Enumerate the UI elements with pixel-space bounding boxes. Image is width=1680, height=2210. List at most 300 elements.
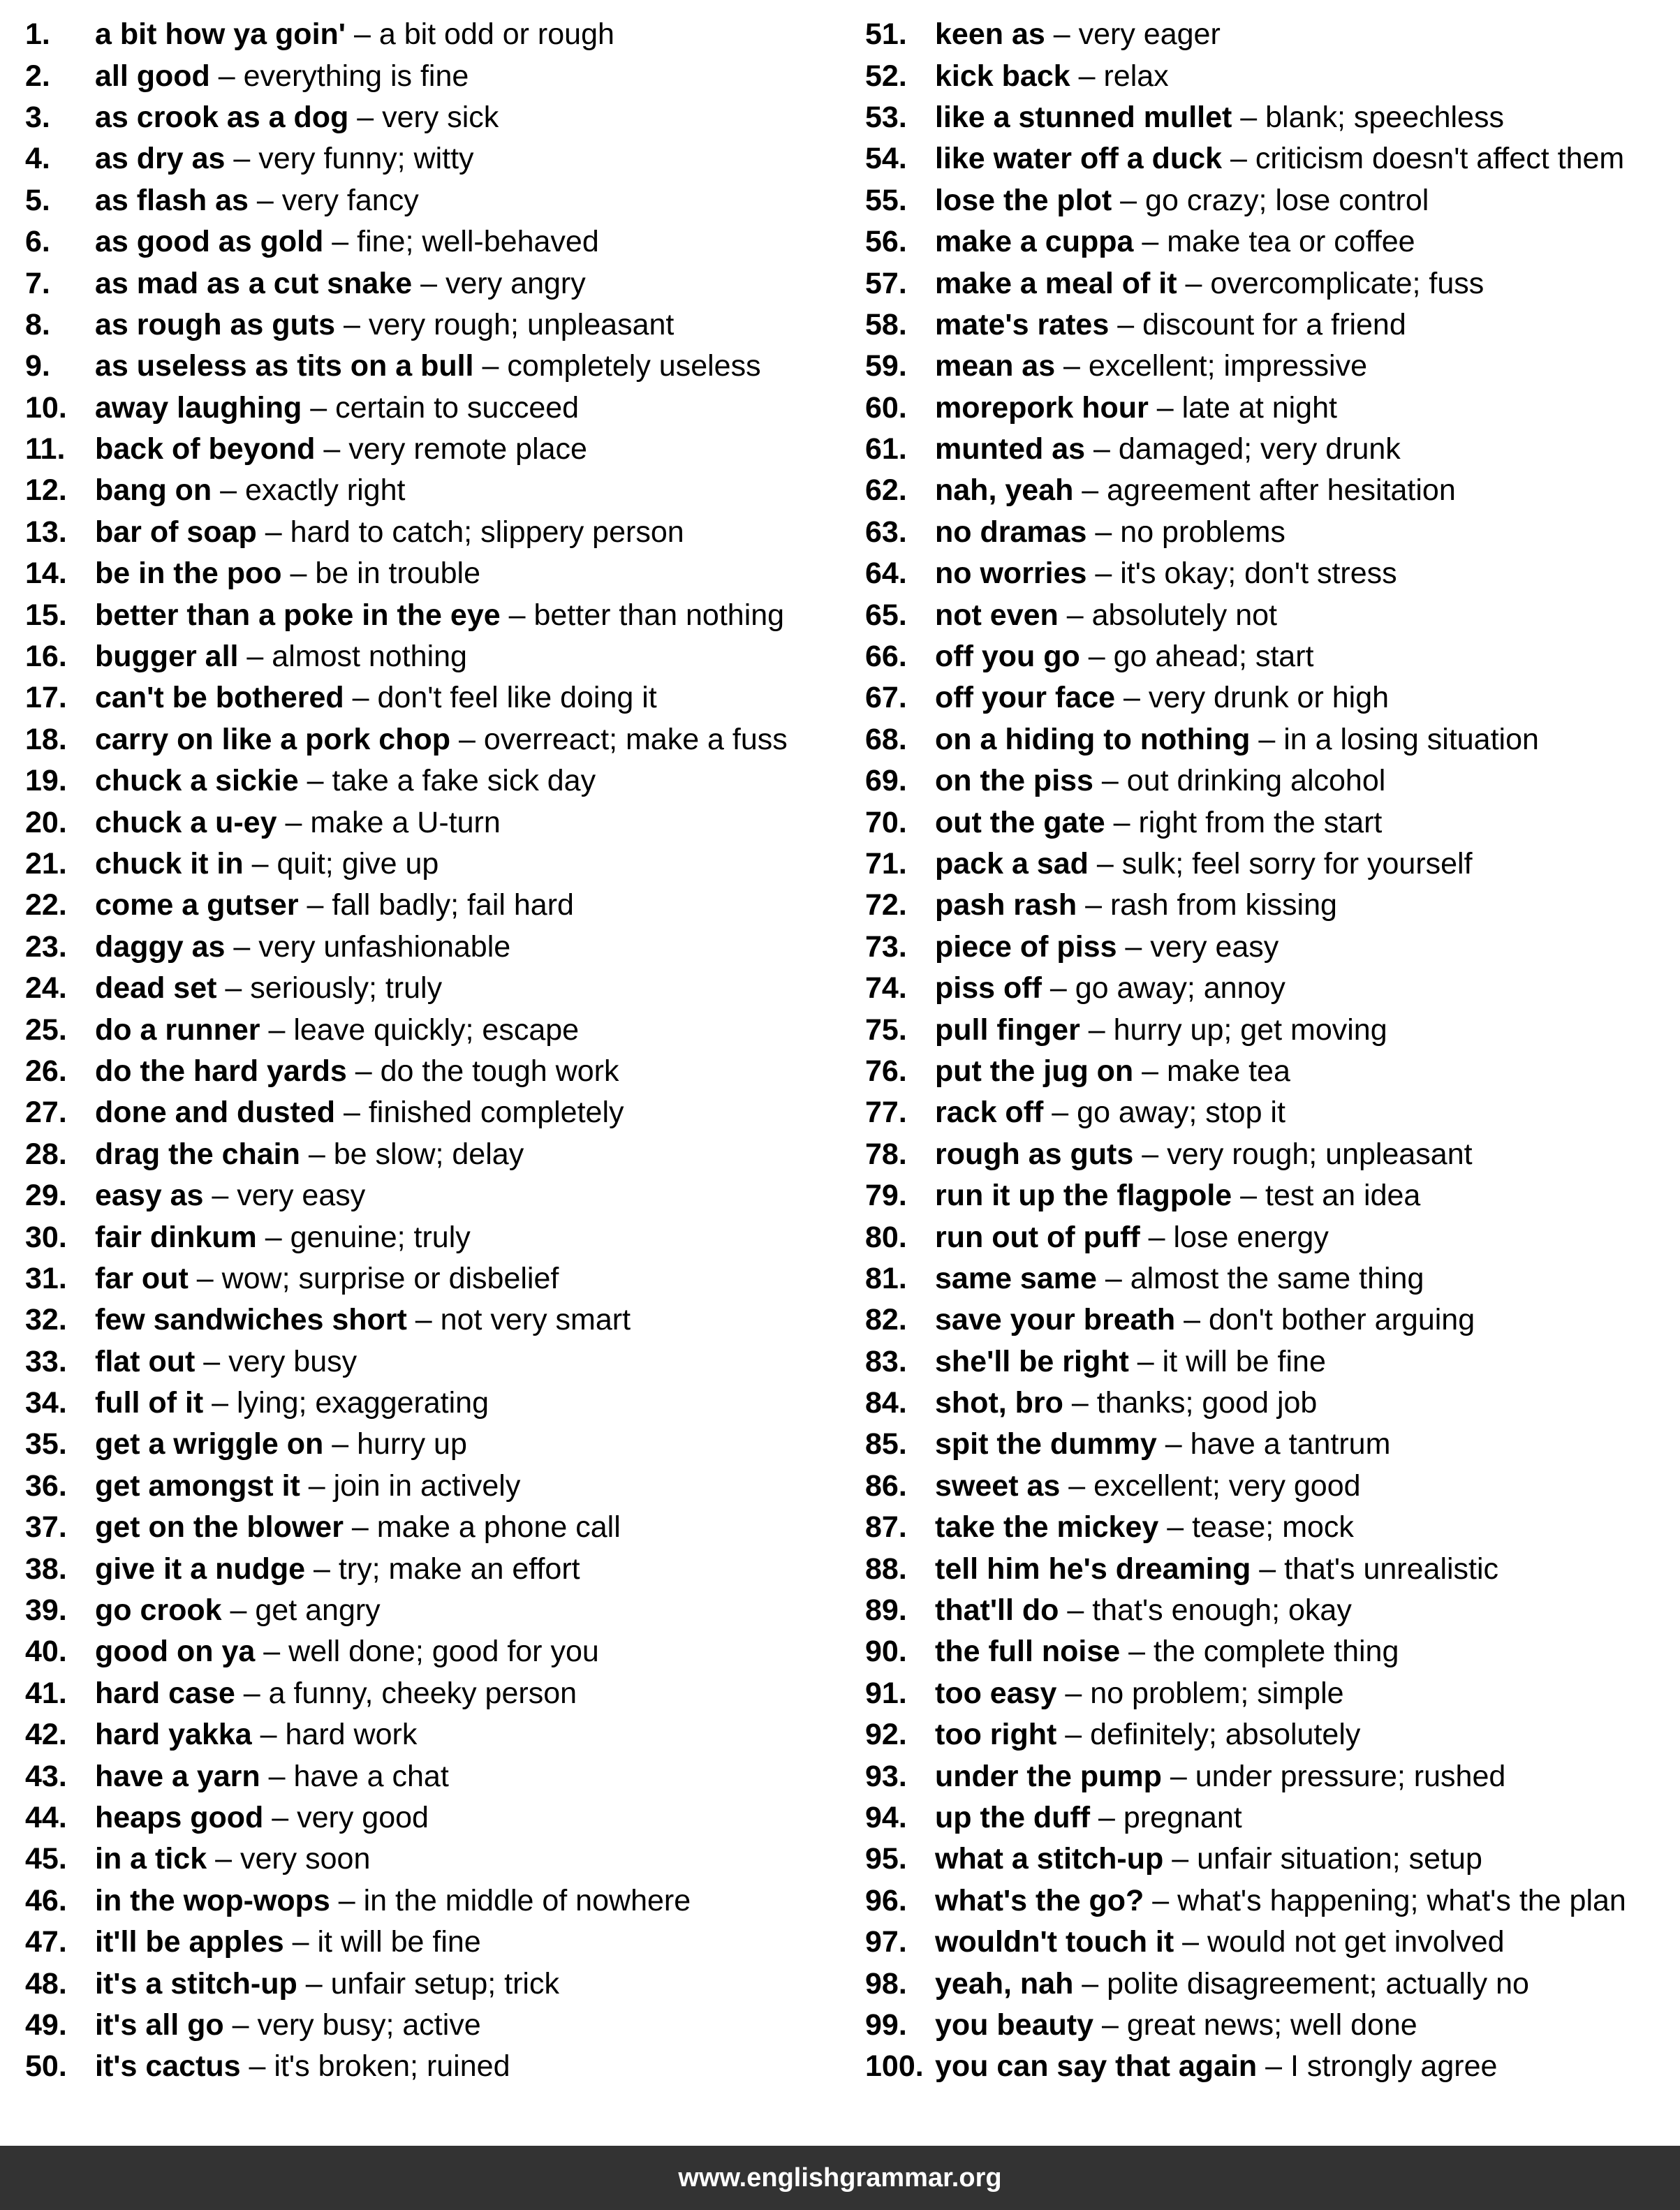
item-separator: –: [203, 1386, 237, 1420]
item-text: [95, 557, 480, 591]
item-term: kick back: [935, 59, 1070, 93]
item-text: [95, 1469, 520, 1503]
list-item: [865, 97, 1680, 138]
item-definition: exactly right: [245, 473, 406, 508]
item-term: come a gutser: [95, 888, 299, 922]
item-number: 99.: [865, 2008, 907, 2042]
item-term: too right: [935, 1718, 1057, 1752]
item-term: get amongst it: [95, 1468, 300, 1503]
item-definition: damaged; very drunk: [1118, 432, 1401, 466]
item-term: shot, bro: [935, 1386, 1063, 1420]
item-number: 81.: [865, 1261, 907, 1295]
list-item: [865, 636, 1680, 677]
item-separator: –: [323, 1427, 358, 1461]
item-term: can't be bothered: [95, 681, 344, 715]
list-item: [865, 1383, 1680, 1424]
item-definition: do the tough work: [380, 1054, 619, 1088]
item-separator: –: [450, 722, 484, 756]
item-separator: –: [1128, 1344, 1163, 1378]
item-term: in the wop-wops: [95, 1883, 330, 1917]
item-number: 58.: [865, 307, 907, 341]
item-separator: –: [323, 225, 358, 259]
item-number: 14.: [25, 557, 67, 591]
item-definition: go ahead; start: [1113, 640, 1314, 674]
item-definition: overreact; make a fuss: [483, 722, 788, 756]
item-separator: –: [1232, 1179, 1266, 1213]
item-definition: leave quickly; escape: [293, 1012, 580, 1047]
item-definition: a funny, cheeky person: [268, 1676, 577, 1710]
item-definition: that's enough; okay: [1092, 1593, 1352, 1628]
item-text: [935, 17, 1221, 52]
item-text: [95, 1552, 580, 1586]
item-term: run out of puff: [935, 1220, 1140, 1254]
item-definition: don't feel like doing it: [377, 681, 657, 715]
item-number: 43.: [25, 1759, 67, 1793]
item-term: spit the dummy: [935, 1427, 1157, 1461]
item-term: as dry as: [95, 142, 226, 176]
list-item: [25, 1424, 840, 1465]
item-number: 48.: [25, 1966, 67, 2001]
item-separator: –: [302, 390, 336, 425]
item-separator: –: [1133, 1054, 1167, 1088]
item-text: [95, 142, 474, 176]
list-item: [865, 1051, 1680, 1092]
item-term: heaps good: [95, 1800, 264, 1834]
item-term: nah, yeah: [935, 473, 1074, 508]
item-term: far out: [95, 1261, 189, 1295]
list-item: [25, 844, 840, 885]
item-separator: –: [330, 1883, 364, 1917]
item-text: [935, 1718, 1360, 1752]
list-item: [865, 1424, 1680, 1465]
item-term: all good: [95, 59, 210, 93]
list-item: [25, 1216, 840, 1258]
item-separator: –: [305, 1552, 339, 1586]
item-number: 5.: [25, 183, 50, 217]
list-item: [865, 844, 1680, 885]
list-item: [865, 1880, 1680, 1922]
footer-bar: [0, 2146, 1680, 2210]
item-separator: –: [1148, 390, 1182, 425]
item-separator: –: [300, 1468, 334, 1503]
item-text: [935, 1386, 1317, 1420]
item-text: [935, 847, 1473, 881]
item-term: up the duff: [935, 1800, 1091, 1834]
item-text: [95, 308, 674, 342]
item-number: 46.: [25, 1883, 67, 1917]
list-item: [865, 14, 1680, 55]
list-item: [25, 594, 840, 635]
item-definition: fall badly; fail hard: [332, 888, 574, 922]
item-term: done and dusted: [95, 1096, 335, 1130]
list-item: [25, 1299, 840, 1341]
item-definition: certain to succeed: [335, 390, 580, 425]
item-term: rough as guts: [935, 1137, 1134, 1171]
item-definition: late at night: [1181, 390, 1337, 425]
item-text: [935, 1635, 1399, 1669]
list-item: [25, 1922, 840, 1963]
item-number: 72.: [865, 888, 907, 922]
item-separator: –: [406, 1303, 441, 1337]
item-number: 11.: [25, 432, 66, 466]
item-term: full of it: [95, 1386, 204, 1420]
item-term: off you go: [935, 640, 1080, 674]
item-definition: join in actively: [333, 1468, 521, 1503]
item-definition: tease; mock: [1192, 1510, 1354, 1545]
item-definition: would not get involved: [1207, 1925, 1505, 1959]
item-definition: under pressure; rushed: [1195, 1759, 1506, 1793]
item-separator: –: [207, 1842, 240, 1876]
item-separator: –: [283, 1925, 318, 1959]
item-number: 31.: [25, 1261, 67, 1295]
item-separator: –: [1085, 432, 1119, 466]
item-definition: very busy: [228, 1344, 358, 1378]
item-number: 13.: [25, 515, 67, 549]
item-text: [935, 1677, 1344, 1711]
list-item: [25, 1341, 840, 1383]
list-item: [865, 1466, 1680, 1507]
item-definition: agreement after hesitation: [1107, 473, 1456, 508]
item-separator: –: [221, 1593, 256, 1628]
item-definition: well done; good for you: [288, 1635, 599, 1669]
list-item: [25, 263, 840, 304]
item-separator: –: [1055, 349, 1089, 383]
item-definition: make a phone call: [376, 1510, 621, 1545]
item-separator: –: [235, 1676, 269, 1710]
item-term: too easy: [935, 1676, 1057, 1710]
item-text: [95, 225, 599, 259]
item-number: 10.: [25, 390, 67, 425]
item-number: 35.: [25, 1427, 67, 1461]
list-item: [25, 138, 840, 179]
item-separator: –: [1086, 515, 1121, 549]
list-item: [25, 1175, 840, 1216]
item-number: 37.: [25, 1510, 67, 1545]
item-number: 97.: [865, 1925, 907, 1959]
item-definition: unfair setup; trick: [330, 1966, 559, 2001]
item-separator: –: [277, 805, 311, 839]
list-item: [865, 1963, 1680, 2004]
item-separator: –: [223, 2008, 258, 2042]
item-term: run it up the flagpole: [935, 1179, 1232, 1213]
item-separator: –: [1158, 1510, 1193, 1545]
item-text: [95, 1262, 559, 1296]
item-text: [935, 184, 1429, 218]
item-number: 84.: [865, 1386, 907, 1420]
item-term: be in the poo: [95, 557, 282, 591]
item-number: 34.: [25, 1386, 67, 1420]
item-number: 19.: [25, 764, 67, 798]
item-definition: very drunk or high: [1148, 681, 1390, 715]
item-term: put the jug on: [935, 1054, 1134, 1088]
list-item: [25, 55, 840, 96]
item-term: you can say that again: [935, 2049, 1258, 2084]
item-term: you beauty: [935, 2008, 1093, 2042]
item-number: 41.: [25, 1676, 67, 1710]
item-number: 83.: [865, 1344, 907, 1378]
item-number: 20.: [25, 805, 67, 839]
item-number: 23.: [25, 929, 67, 964]
item-separator: –: [260, 1012, 294, 1047]
item-definition: very funny; witty: [258, 142, 474, 176]
list-item: [865, 1134, 1680, 1175]
item-separator: –: [248, 183, 282, 217]
item-number: 75.: [865, 1012, 907, 1047]
item-separator: –: [335, 1096, 369, 1130]
item-separator: –: [1117, 929, 1151, 964]
item-text: [95, 1967, 559, 2001]
item-term: it'll be apples: [95, 1925, 284, 1959]
item-text: [95, 1718, 417, 1752]
item-number: 21.: [25, 847, 67, 881]
item-separator: –: [473, 349, 508, 383]
list-item: [865, 512, 1680, 553]
item-text: [95, 1386, 489, 1420]
item-definition: it will be fine: [1162, 1344, 1326, 1378]
item-definition: take a fake sick day: [332, 764, 596, 798]
list-item: [25, 1631, 840, 1672]
item-separator: –: [1059, 1593, 1093, 1628]
item-number: 65.: [865, 598, 907, 632]
list-item: [865, 1590, 1680, 1631]
item-term: as mad as a cut snake: [95, 266, 413, 300]
item-definition: in a losing situation: [1283, 722, 1539, 756]
item-separator: –: [225, 929, 259, 964]
list-item: [865, 470, 1680, 511]
item-text: [95, 640, 467, 674]
item-number: 51.: [865, 17, 907, 52]
item-term: better than a poke in the eye: [95, 598, 501, 632]
item-definition: unfair situation; setup: [1197, 1842, 1482, 1876]
item-separator: –: [1063, 1386, 1097, 1420]
item-term: good on ya: [95, 1635, 256, 1669]
list-item: [865, 1797, 1680, 1839]
list-item: [25, 180, 840, 221]
item-number: 47.: [25, 1925, 67, 1959]
item-text: [95, 806, 501, 840]
item-number: 36.: [25, 1468, 67, 1503]
item-number: 73.: [865, 929, 907, 964]
item-number: 69.: [865, 764, 907, 798]
item-text: [95, 1054, 619, 1089]
item-definition: it's broken; ruined: [274, 2049, 510, 2084]
list-item: [25, 1258, 840, 1299]
item-term: away laughing: [95, 390, 302, 425]
item-definition: right from the start: [1138, 805, 1383, 839]
item-number: 44.: [25, 1800, 67, 1834]
item-term: as rough as guts: [95, 307, 336, 341]
item-number: 1.: [25, 17, 50, 52]
item-separator: –: [346, 1054, 381, 1088]
item-number: 94.: [865, 1800, 907, 1834]
list-item: [25, 14, 840, 55]
item-definition: very remote place: [348, 432, 587, 466]
item-definition: absolutely not: [1091, 598, 1277, 632]
item-term: she'll be right: [935, 1344, 1129, 1378]
item-term: chuck a sickie: [95, 764, 299, 798]
item-number: 85.: [865, 1427, 907, 1461]
item-term: chuck a u-ey: [95, 805, 277, 839]
item-number: 30.: [25, 1220, 67, 1254]
item-term: same same: [935, 1261, 1097, 1295]
item-separator: –: [1080, 1012, 1114, 1047]
item-separator: –: [1088, 847, 1122, 881]
item-term: it's a stitch-up: [95, 1966, 297, 2001]
list-item: [865, 388, 1680, 429]
list-item: [25, 968, 840, 1009]
item-number: 7.: [25, 266, 50, 300]
item-text: [935, 1137, 1473, 1172]
item-separator: –: [256, 1220, 290, 1254]
list-item: [25, 1134, 840, 1175]
item-separator: –: [412, 266, 445, 300]
item-term: bang on: [95, 473, 212, 508]
item-term: few sandwiches short: [95, 1303, 407, 1337]
item-number: 32.: [25, 1303, 67, 1337]
item-separator: –: [1133, 1137, 1167, 1171]
list-item: [25, 802, 840, 843]
item-text: [935, 1842, 1482, 1876]
item-term: a bit how ya goin': [95, 17, 346, 52]
item-definition: a bit odd or rough: [378, 17, 614, 52]
item-term: the full noise: [935, 1635, 1121, 1669]
item-number: 59.: [865, 349, 907, 383]
item-text: [935, 1179, 1420, 1213]
item-text: [95, 2008, 481, 2042]
item-definition: hard to catch; slippery person: [290, 515, 684, 549]
item-number: 78.: [865, 1137, 907, 1171]
item-number: 90.: [865, 1635, 907, 1669]
item-definition: fine; well-behaved: [357, 225, 599, 259]
item-text: [935, 349, 1367, 383]
item-text: [935, 515, 1285, 550]
item-text: [95, 847, 439, 881]
item-separator: –: [1073, 1966, 1107, 2001]
item-text: [935, 1552, 1498, 1586]
item-definition: overcomplicate; fuss: [1210, 266, 1484, 300]
list-item: [25, 1507, 840, 1548]
list-item: [865, 1092, 1680, 1133]
item-text: [95, 1842, 370, 1876]
item-separator: –: [1112, 183, 1146, 217]
item-separator: –: [1105, 805, 1139, 839]
item-separator: –: [297, 1966, 331, 2001]
item-text: [95, 2049, 510, 2084]
item-separator: –: [1156, 1427, 1191, 1461]
item-number: 87.: [865, 1510, 907, 1545]
item-term: sweet as: [935, 1468, 1061, 1503]
item-separator: –: [1120, 1635, 1154, 1669]
item-text: [935, 1013, 1387, 1047]
item-term: pull finger: [935, 1012, 1080, 1047]
item-number: 15.: [25, 598, 67, 632]
item-number: 52.: [865, 59, 907, 93]
item-definition: very busy; active: [257, 2008, 481, 2042]
item-separator: –: [256, 515, 290, 549]
item-separator: –: [344, 681, 378, 715]
item-separator: –: [348, 100, 383, 134]
item-definition: not very smart: [440, 1303, 631, 1337]
item-separator: –: [1073, 473, 1107, 508]
item-number: 27.: [25, 1096, 67, 1130]
item-text: [95, 1635, 599, 1669]
item-number: 24.: [25, 971, 67, 1005]
item-term: carry on like a pork chop: [95, 722, 451, 756]
item-text: [935, 806, 1382, 840]
item-separator: –: [1070, 59, 1104, 93]
item-separator: –: [300, 1137, 334, 1171]
item-number: 39.: [25, 1593, 67, 1628]
item-text: [95, 1884, 691, 1918]
item-number: 100.: [865, 2049, 924, 2084]
item-term: pack a sad: [935, 847, 1089, 881]
item-text: [935, 1221, 1329, 1255]
item-separator: –: [209, 59, 244, 93]
item-number: 91.: [865, 1676, 907, 1710]
list-item: [865, 719, 1680, 760]
list-item: [25, 1673, 840, 1714]
item-text: [95, 515, 684, 550]
list-item: [865, 1839, 1680, 1880]
item-text: [935, 391, 1337, 425]
item-separator: –: [1133, 225, 1167, 259]
item-definition: finished completely: [368, 1096, 624, 1130]
item-term: go crook: [95, 1593, 222, 1628]
item-term: hard case: [95, 1676, 235, 1710]
item-definition: great news; well done: [1126, 2008, 1417, 2042]
item-text: [935, 308, 1406, 342]
item-term: as crook as a dog: [95, 100, 349, 134]
item-separator: –: [1058, 598, 1092, 632]
item-definition: make tea or coffee: [1167, 225, 1415, 259]
item-definition: what's happening; what's the plan: [1177, 1883, 1626, 1917]
item-separator: –: [1056, 1718, 1091, 1752]
item-number: 3.: [25, 100, 50, 134]
item-text: [95, 1427, 467, 1461]
item-term: have a yarn: [95, 1759, 260, 1793]
item-definition: polite disagreement; actually no: [1107, 1966, 1529, 2001]
item-text: [935, 971, 1285, 1005]
list-item: [25, 97, 840, 138]
item-separator: –: [243, 847, 277, 881]
list-item: [865, 1175, 1680, 1216]
list-item: [25, 1009, 840, 1050]
item-definition: have a tantrum: [1190, 1427, 1391, 1461]
item-term: like water off a duck: [935, 142, 1223, 176]
item-separator: –: [225, 142, 259, 176]
item-number: 45.: [25, 1842, 67, 1876]
item-separator: –: [1043, 1096, 1077, 1130]
list-item: [865, 1507, 1680, 1548]
item-number: 71.: [865, 847, 907, 881]
item-number: 49.: [25, 2008, 67, 2042]
item-separator: –: [203, 1179, 237, 1213]
item-term: tell him he's dreaming: [935, 1552, 1251, 1586]
item-term: not even: [935, 598, 1059, 632]
item-text: [95, 184, 419, 218]
item-text: [95, 1013, 579, 1047]
item-separator: –: [1177, 266, 1211, 300]
item-text: [95, 1510, 621, 1545]
list-item: [25, 2046, 840, 2087]
item-text: [95, 1137, 524, 1172]
item-term: yeah, nah: [935, 1966, 1074, 2001]
item-definition: very rough; unpleasant: [368, 307, 675, 341]
item-separator: –: [1174, 1925, 1208, 1959]
item-number: 4.: [25, 142, 50, 176]
list-item: [25, 1880, 840, 1922]
list-item: [865, 553, 1680, 594]
